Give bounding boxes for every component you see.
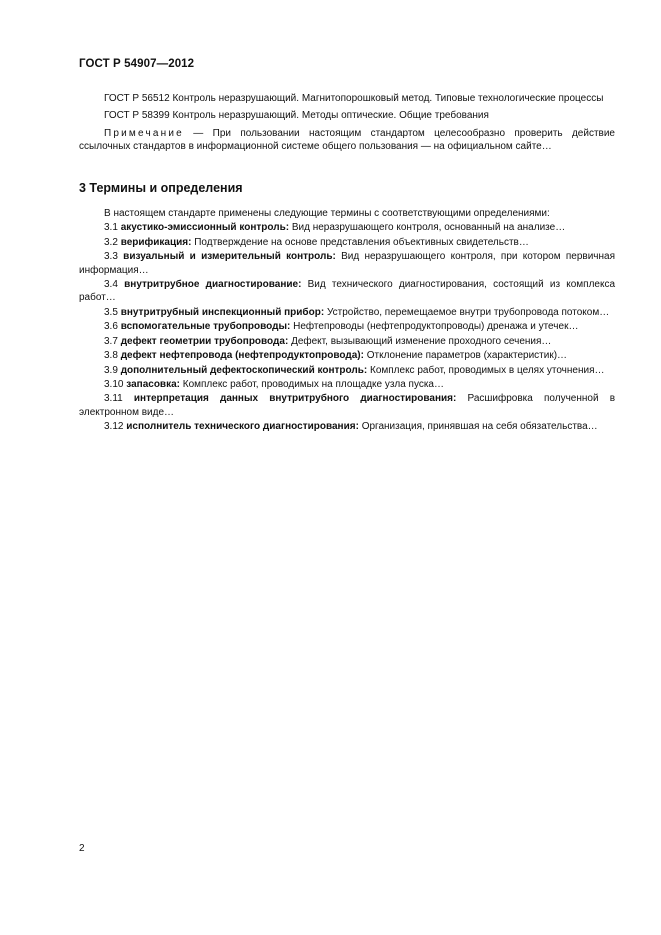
- term-text: Подтверждение на основе представления объективных свидетельств…: [194, 236, 529, 248]
- term-name: исполнитель технического диагностирования:: [126, 421, 359, 433]
- term-number: 3.2: [104, 236, 118, 248]
- term-definition: [79, 221, 615, 234]
- term-number: 3.9: [104, 364, 118, 376]
- term-text: Отклонение параметров (характеристик)…: [366, 350, 568, 362]
- term-text: Комплекс работ, проводимых в целях уточнения…: [370, 364, 605, 376]
- note-label: Примечание: [104, 127, 184, 139]
- term-definition: [79, 392, 615, 419]
- term-number: 3.12: [104, 421, 124, 433]
- term-text: Расшифровка полученной в электронном виде…: [79, 393, 616, 418]
- section-title: 3 Термины и определения: [79, 180, 243, 195]
- term-number: 3.7: [104, 335, 118, 347]
- term-definition: [79, 306, 615, 319]
- term-text: Устройство, перемещаемое внутри трубопровода потоком…: [326, 306, 610, 318]
- term-text: Вид неразрушающего контроля, основанный на анализе…: [291, 222, 566, 234]
- term-number: 3.1: [104, 222, 118, 234]
- term-name: акустико-эмиссионный контроль:: [120, 222, 290, 234]
- term-text: Дефект, вызывающий изменение проходного сечения…: [291, 335, 552, 347]
- term-name: дефект нефтепровода (нефтепродуктопровода):: [120, 350, 364, 362]
- term-name: дефект геометрии трубопровода:: [120, 335, 289, 347]
- term-number: 3.6: [104, 321, 118, 333]
- note-paragraph: [79, 127, 615, 154]
- term-name: визуальный и измерительный контроль:: [123, 251, 336, 263]
- term-text: Нефтепроводы (нефтепродуктопроводы) дренажа и утечек…: [293, 321, 579, 333]
- term-name: запасовка:: [126, 378, 180, 390]
- term-number: 3.11: [104, 393, 123, 405]
- term-name: вспомогательные трубопроводы:: [120, 321, 291, 333]
- page-content: [79, 92, 615, 435]
- page-number: 2: [79, 843, 85, 854]
- term-number: 3.10: [104, 378, 124, 390]
- document-code-header: ГОСТ Р 54907—2012: [79, 58, 195, 70]
- section-intro: В настоящем стандарте применены следующие термины с соответствующими определениями:: [104, 208, 550, 220]
- term-definition: [79, 335, 615, 348]
- term-name: внутритрубный инспекционный прибор:: [120, 306, 325, 318]
- term-number: 3.8: [104, 350, 118, 362]
- term-number: 3.4: [104, 279, 118, 291]
- term-name: верификация:: [120, 236, 192, 248]
- term-definition: [79, 320, 615, 333]
- term-definition: [79, 236, 615, 249]
- term-name: дополнительный дефектоскопический контроль:: [120, 364, 368, 376]
- term-definition: [79, 378, 615, 391]
- term-number: 3.3: [104, 251, 118, 263]
- term-text: Комплекс работ, проводимых на площадке узла пуска…: [182, 378, 444, 390]
- reference-item: ГОСТ Р 56512 Контроль неразрушающий. Магнитопорошковый метод. Типовые технологические процессы: [104, 93, 604, 104]
- term-definition: [79, 250, 615, 277]
- terms-list: [79, 221, 615, 433]
- term-text: Вид неразрушающего контроля, при котором первичная информация…: [79, 251, 616, 276]
- term-definition: [79, 278, 615, 305]
- reference-item: ГОСТ Р 58399 Контроль неразрушающий. Методы оптические. Общие требования: [104, 110, 489, 122]
- term-definition: [79, 364, 615, 377]
- note-text: — При пользовании настоящим стандартом целесообразно проверить действие ссылочных стандартов в информационной системе общего пользования — на официальном сайте…: [79, 127, 615, 153]
- term-name: интерпретация данных внутритрубного диагностирования:: [133, 393, 457, 405]
- term-number: 3.5: [104, 306, 118, 318]
- term-definition: [79, 349, 615, 362]
- term-definition: [79, 420, 615, 433]
- term-text: Вид технического диагностирования, состоящий из комплекса работ…: [79, 279, 616, 304]
- term-name: внутритрубное диагностирование:: [124, 279, 302, 291]
- term-text: Организация, принявшая на себя обязательства…: [361, 421, 598, 433]
